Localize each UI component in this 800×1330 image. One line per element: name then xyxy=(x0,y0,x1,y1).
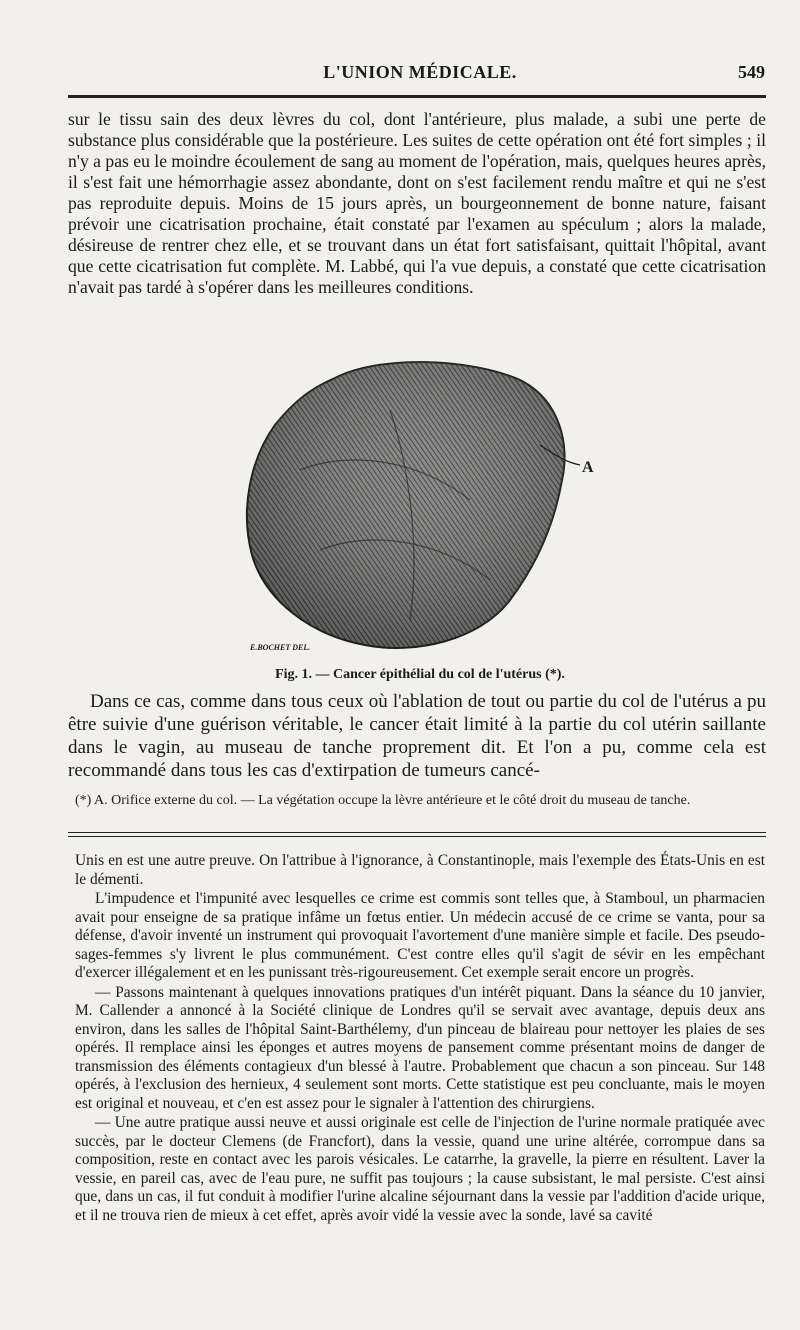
header-rule xyxy=(68,95,766,98)
figure-footnote: (*) A. Orifice externe du col. — La végétation occupe la lèvre antérieure et le côté droit du museau de tanche. xyxy=(75,793,691,808)
top-paragraph-block xyxy=(68,109,766,298)
lower-paragraph: Unis en est une autre preuve. On l'attribue à l'ignorance, à Constantinople, mais l'exemple des États-Unis en est le démenti. xyxy=(75,852,765,888)
figure-caption: Fig. 1. — Cancer épithélial du col de l'utérus (*). xyxy=(275,667,565,682)
feuilleton-rule-2 xyxy=(68,836,766,837)
lower-paragraph: L'impudence et l'impunité avec lesquelles ce crime est commis sont telles que, à Stamboul, un pharmacien avait pour enseigne de sa pratique infâme un fœtus entier. Un médecin accusé de ce crime se vanta, pour sa défense, d'avoir inventé un instrument qui provoquait l'avortement d'une manière simple et facile. Des pseudo-sages-femmes s'y livrent le plus communément. C'est contre elles qu'il s'agit de sévir en les empêchant d'exercer illégalement et en les punissant très-rigoureusement. Cet exemple serait encore un progrès. xyxy=(75,890,765,981)
engraver-signature: E.BOCHET DEL. xyxy=(250,643,311,652)
page-number: 549 xyxy=(738,62,765,82)
lower-paragraph: — Une autre pratique aussi neuve et aussi originale est celle de l'injection de l'urine normale pratiquée avec succès, par le docteur Clemens (de Francfort), dans la vessie, quand une urine altérée, corrompue dans sa composition, reste en contact avec les parois vésicales. Le catarrhe, la gravelle, la pierre en résultent. Laver la vessie, en pareil cas, avec de l'eau pure, ne suffit pas toujours ; la cause subsistant, le mal persiste. C'est ainsi que, dans un cas, il fut conduit à modifier l'urine alcaline séjournant dans la vessie par l'addition d'acide urique, et il ne trouva rien de mieux à cet effet, après avoir vidé la vessie avec la sonde, lavé sa cavité xyxy=(75,1114,765,1224)
tumor-engraving-figure xyxy=(240,350,610,665)
orifice-label: A xyxy=(582,459,594,476)
lower-paragraph: — Passons maintenant à quelques innovations pratiques d'un intérêt piquant. Dans la séance du 10 janvier, M. Callender a annoncé à la Société clinique de Londres qu'il se servait avec avantage, depuis deux ans environ, dans les salles de l'hôpital Saint-Barthélemy, d'un pinceau de blaireau pour nettoyer les plaies de ses opérés. Il remplace ainsi les éponges et autres moyens de pansement comme présentant moins de danger de transmission des éléments contagieux d'un blessé à l'autre. Probablement que chacun a son pinceau. Sur 148 opérés, à l'exclusion des hernieux, 4 seulement sont morts. Cette statistique est peu concluante, mais le moyen est original et nouveau, et c'en est assez pour le signaler à l'attention des chirurgiens. xyxy=(75,983,765,1112)
journal-title: L'UNION MÉDICALE. xyxy=(323,62,517,82)
large-paragraph-block xyxy=(68,690,766,782)
large-paragraph: Dans ce cas, comme dans tous ceux où l'ablation de tout ou partie du col de l'utérus a pu être suivie d'une guérison véritable, le cancer était limité à la partie du col utérin saillante dans le vagin, au museau de tanche proprement dit. Et l'on a pu, comme cela est recommandé dans tous les cas d'extirpation de tumeurs cancé- xyxy=(68,691,766,781)
feuilleton-text xyxy=(75,852,765,1226)
top-paragraph: sur le tissu sain des deux lèvres du col, dont l'antérieure, plus malade, a subi une perte de substance plus considérable que la postérieure. Les suites de cette opération ont été fort simples ; il n'y a pas eu le moindre écoulement de sang au moment de l'opération, mais, quelques heures après, il s'est fait une hémorrhagie assez abondante, dont on s'est facilement rendu maître et qui ne s'est pas reproduite depuis. Moins de 15 jours après, un bourgeonnement de bonne nature, faisant prévoir une cicatrisation prochaine, était constaté par l'examen au spéculum ; alors la malade, désireuse de rentrer chez elle, et se trouvant dans un état fort satisfaisant, quittait l'hôpital, avant que cette cicatrisation fut complète. M. Labbé, qui l'a vue depuis, a constaté que cette cicatrisation n'avait pas tardé à s'opérer dans les meilleures conditions. xyxy=(68,109,766,297)
running-header xyxy=(75,62,765,88)
feuilleton-rule-1 xyxy=(68,832,766,833)
